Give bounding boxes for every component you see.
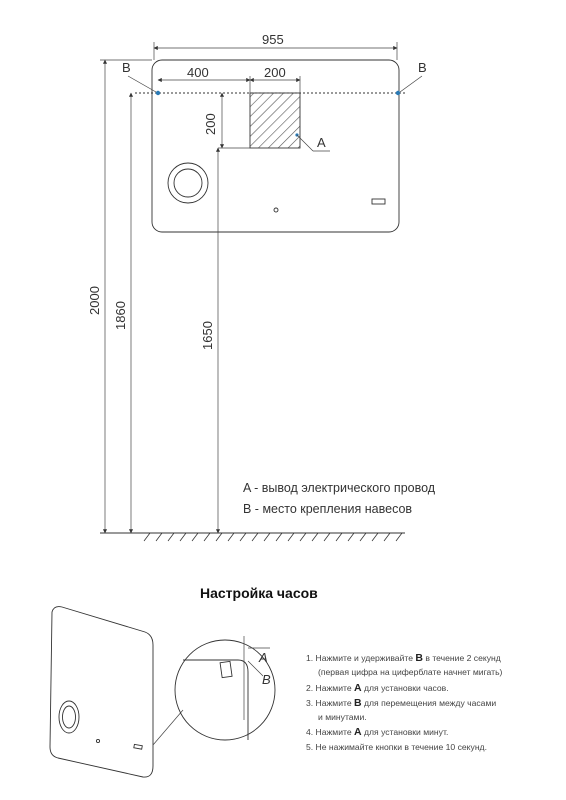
clock-instructions bbox=[306, 652, 503, 752]
clock-display-icon bbox=[372, 199, 385, 204]
socket-area bbox=[250, 93, 300, 148]
dim-width-total: 955 bbox=[262, 32, 284, 47]
dim-socket-width: 200 bbox=[264, 65, 286, 80]
marker-b-right: B bbox=[418, 60, 427, 75]
floor-hatch bbox=[144, 533, 402, 541]
instruction-line: 1. Нажмите и удерживайте B в течение 2 секунд bbox=[306, 652, 501, 664]
instruction-line: и минутами. bbox=[318, 712, 367, 722]
dim-height-mount: 1860 bbox=[113, 301, 128, 330]
dim-offset-left: 400 bbox=[187, 65, 209, 80]
marker-a-label: A bbox=[317, 135, 326, 150]
legend-a: A - вывод электрического провод bbox=[243, 481, 436, 495]
instruction-line: 4. Нажмите A для установки минут. bbox=[306, 726, 449, 738]
instruction-line: 5. Не нажимайте кнопки в течение 10 секунд. bbox=[306, 742, 487, 752]
sensor-icon bbox=[274, 208, 278, 212]
legend-b: B - место крепления навесов bbox=[243, 502, 413, 516]
mount-point-right bbox=[396, 91, 400, 95]
mirror-perspective bbox=[50, 607, 153, 778]
instruction-line: 2. Нажмите A для установки часов. bbox=[306, 682, 449, 694]
zoom-marker-b: B bbox=[262, 672, 271, 687]
clock-section-title: Настройка часов bbox=[200, 585, 318, 601]
dim-socket-height: 200 bbox=[203, 113, 218, 135]
zoom-display-icon bbox=[220, 661, 232, 677]
instruction-line: (первая цифра на циферблате начнет мигать) bbox=[318, 667, 503, 677]
dim-height-socket: 1650 bbox=[200, 321, 215, 350]
dim-height-total: 2000 bbox=[87, 286, 102, 315]
instruction-line: 3. Нажмите B для перемещения между часами bbox=[306, 697, 497, 709]
mount-point-left bbox=[156, 91, 160, 95]
zoom-marker-a: A bbox=[259, 650, 268, 665]
marker-b-left: B bbox=[122, 60, 131, 75]
